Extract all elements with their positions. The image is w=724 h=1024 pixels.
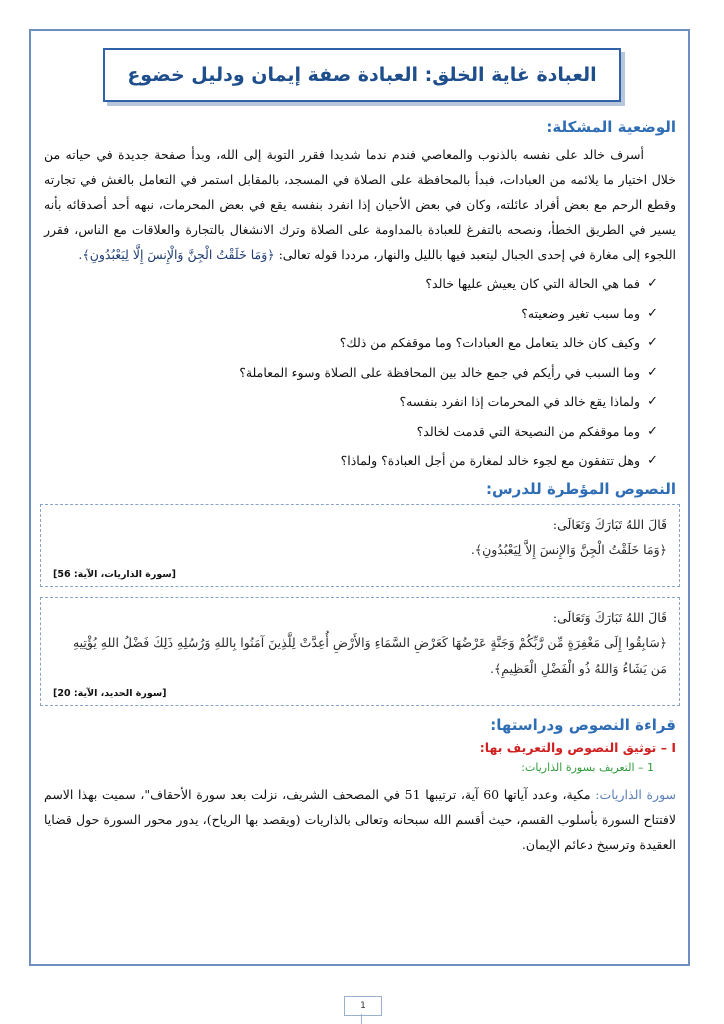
sura-paragraph [44,782,676,857]
check-icon: ✓ [647,276,658,291]
problem-text: أسرف خالد على نفسه بالذنوب والمعاصي فندم ندما شديدا فقرر التوبة إلى الله، وبدأ صفحة جديدة في حياته من خلال اختيار ما يلائمه من العبادات، فبدأ بالمحافظة على الصلاة في المسجد، بالمقابل استمر في التعامل بالغش في تجارته وقطع الرحم مع بعض أفراد عائلته، وكان في بعض الأحيان إذا انفرد بنفسه يقع في بعض المحرمات، نبهه أحد أصدقائه بأنه يسير في الطريق الخطأ، ونصحه بالتفرغ للعبادة بالمداومة على الصلاة وترك الانشغال بالتجارة والعلاقات مع الناس، فقرر اللجوء إلى مغارة في إحدى الجبال ليتعبد فيها بالليل والنهار، مرددا قوله تعالى: [44,147,676,262]
list-item: ✓ وما سبب تغير وضعيته؟ [40,299,658,329]
list-item: ✓ ولماذا يقع خالد في المحرمات إذا انفرد بنفسه؟ [40,387,658,417]
page-number: 1 [344,996,382,1016]
section-heading: I – توثيق النصوص والتعريف بها: [479,739,676,755]
verse-reference: [سورة الذاريات، الآية: 56] [53,568,177,580]
problem-quote: ﴿وَمَا خَلَقْتُ الْجِنَّ وَالْإِنسَ إِلَّا لِيَعْبُدُونِ﴾. [78,247,275,262]
sura-label: سورة الذاريات: [595,786,677,802]
list-item: ✓ وما السبب في رأيكم في جمع خالد بين المحافظة على الصلاة وسوء المعاملة؟ [40,358,658,388]
text-box-2 [40,597,680,706]
list-item: ✓ فما هي الحالة التي كان يعيش عليها خالد؟ [40,269,658,299]
check-icon: ✓ [647,305,658,321]
title-box [103,48,621,102]
content [40,118,680,857]
text-box-1 [40,504,680,587]
check-icon: ✓ [647,394,658,409]
verse-text: ﴿وَمَا خَلَقْتُ الْجِنَّ وَالإِنسَ إِلاَّ لِيَعْبُدُونِ﴾. [470,541,667,557]
problem-heading: الوضعية المشكلة: [546,118,676,136]
sura-text: مكية، وعدد آياتها 60 آية، ترتيبها 51 في المصحف الشريف، نزلت بعد سورة الأحقاف"، سميت بهذا الاسم لافتتاح السورة بأسلوب القسم، حيث أقسم الله سبحانه وتعالى بالذاريات (ويقصد بها الرياح)، يدور محور السورة حول قضايا العقيدة وترسيخ دعائم الإيمان. [44,786,676,852]
check-icon: ✓ [647,364,658,380]
check-icon: ✓ [647,423,658,439]
verse-text: ﴿سَابِقُوا إِلَى مَغْفِرَةٍ مِّن رَّبِّكُمْ وَجَنَّةٍ عَرْضُهَا كَعَرْضِ السَّمَاءِ وَالأَرْضِ أُعِدَّتْ لِلَّذِينَ آمَنُوا بِاللهِ وَرُسُلِهِ ذَلِكَ فَضْلُ اللهِ يُؤْتِيهِ مَن يَشَاءُ وَاللهُ ذُو الْفَضْلِ الْعَظِيمِ﴾. [72,634,667,676]
text-intro: قَالَ اللهُ تَبَارَكَ وَتَعَالَى: [552,516,667,532]
list-item: ✓ وهل تتفقون مع لجوء خالد لمغارة من أجل العبادة؟ ولماذا؟ [40,446,658,476]
text-intro: قَالَ اللهُ تَبَارَكَ وَتَعَالَى: [552,609,667,625]
page-title: العبادة غاية الخلق: العبادة صفة إيمان ودليل خضوع [127,64,597,86]
texts-heading: النصوص المؤطرة للدرس: [485,479,676,498]
check-icon: ✓ [647,453,658,468]
verse-reference: [سورة الحديد، الآية: 20] [53,687,167,699]
reading-heading: قراءة النصوص ودراستها: [490,715,676,734]
list-item: ✓ وكيف كان خالد يتعامل مع العبادات؟ وما موقفكم من ذلك؟ [40,328,658,358]
problem-paragraph [44,142,676,267]
subsection-heading: 1 – التعريف بسورة الذاريات: [521,760,654,774]
check-icon: ✓ [647,335,658,350]
list-item: ✓ وما موقفكم من النصيحة التي قدمت لخالد؟ [40,417,658,447]
questions-list [40,269,680,476]
footer-line [361,1014,362,1024]
